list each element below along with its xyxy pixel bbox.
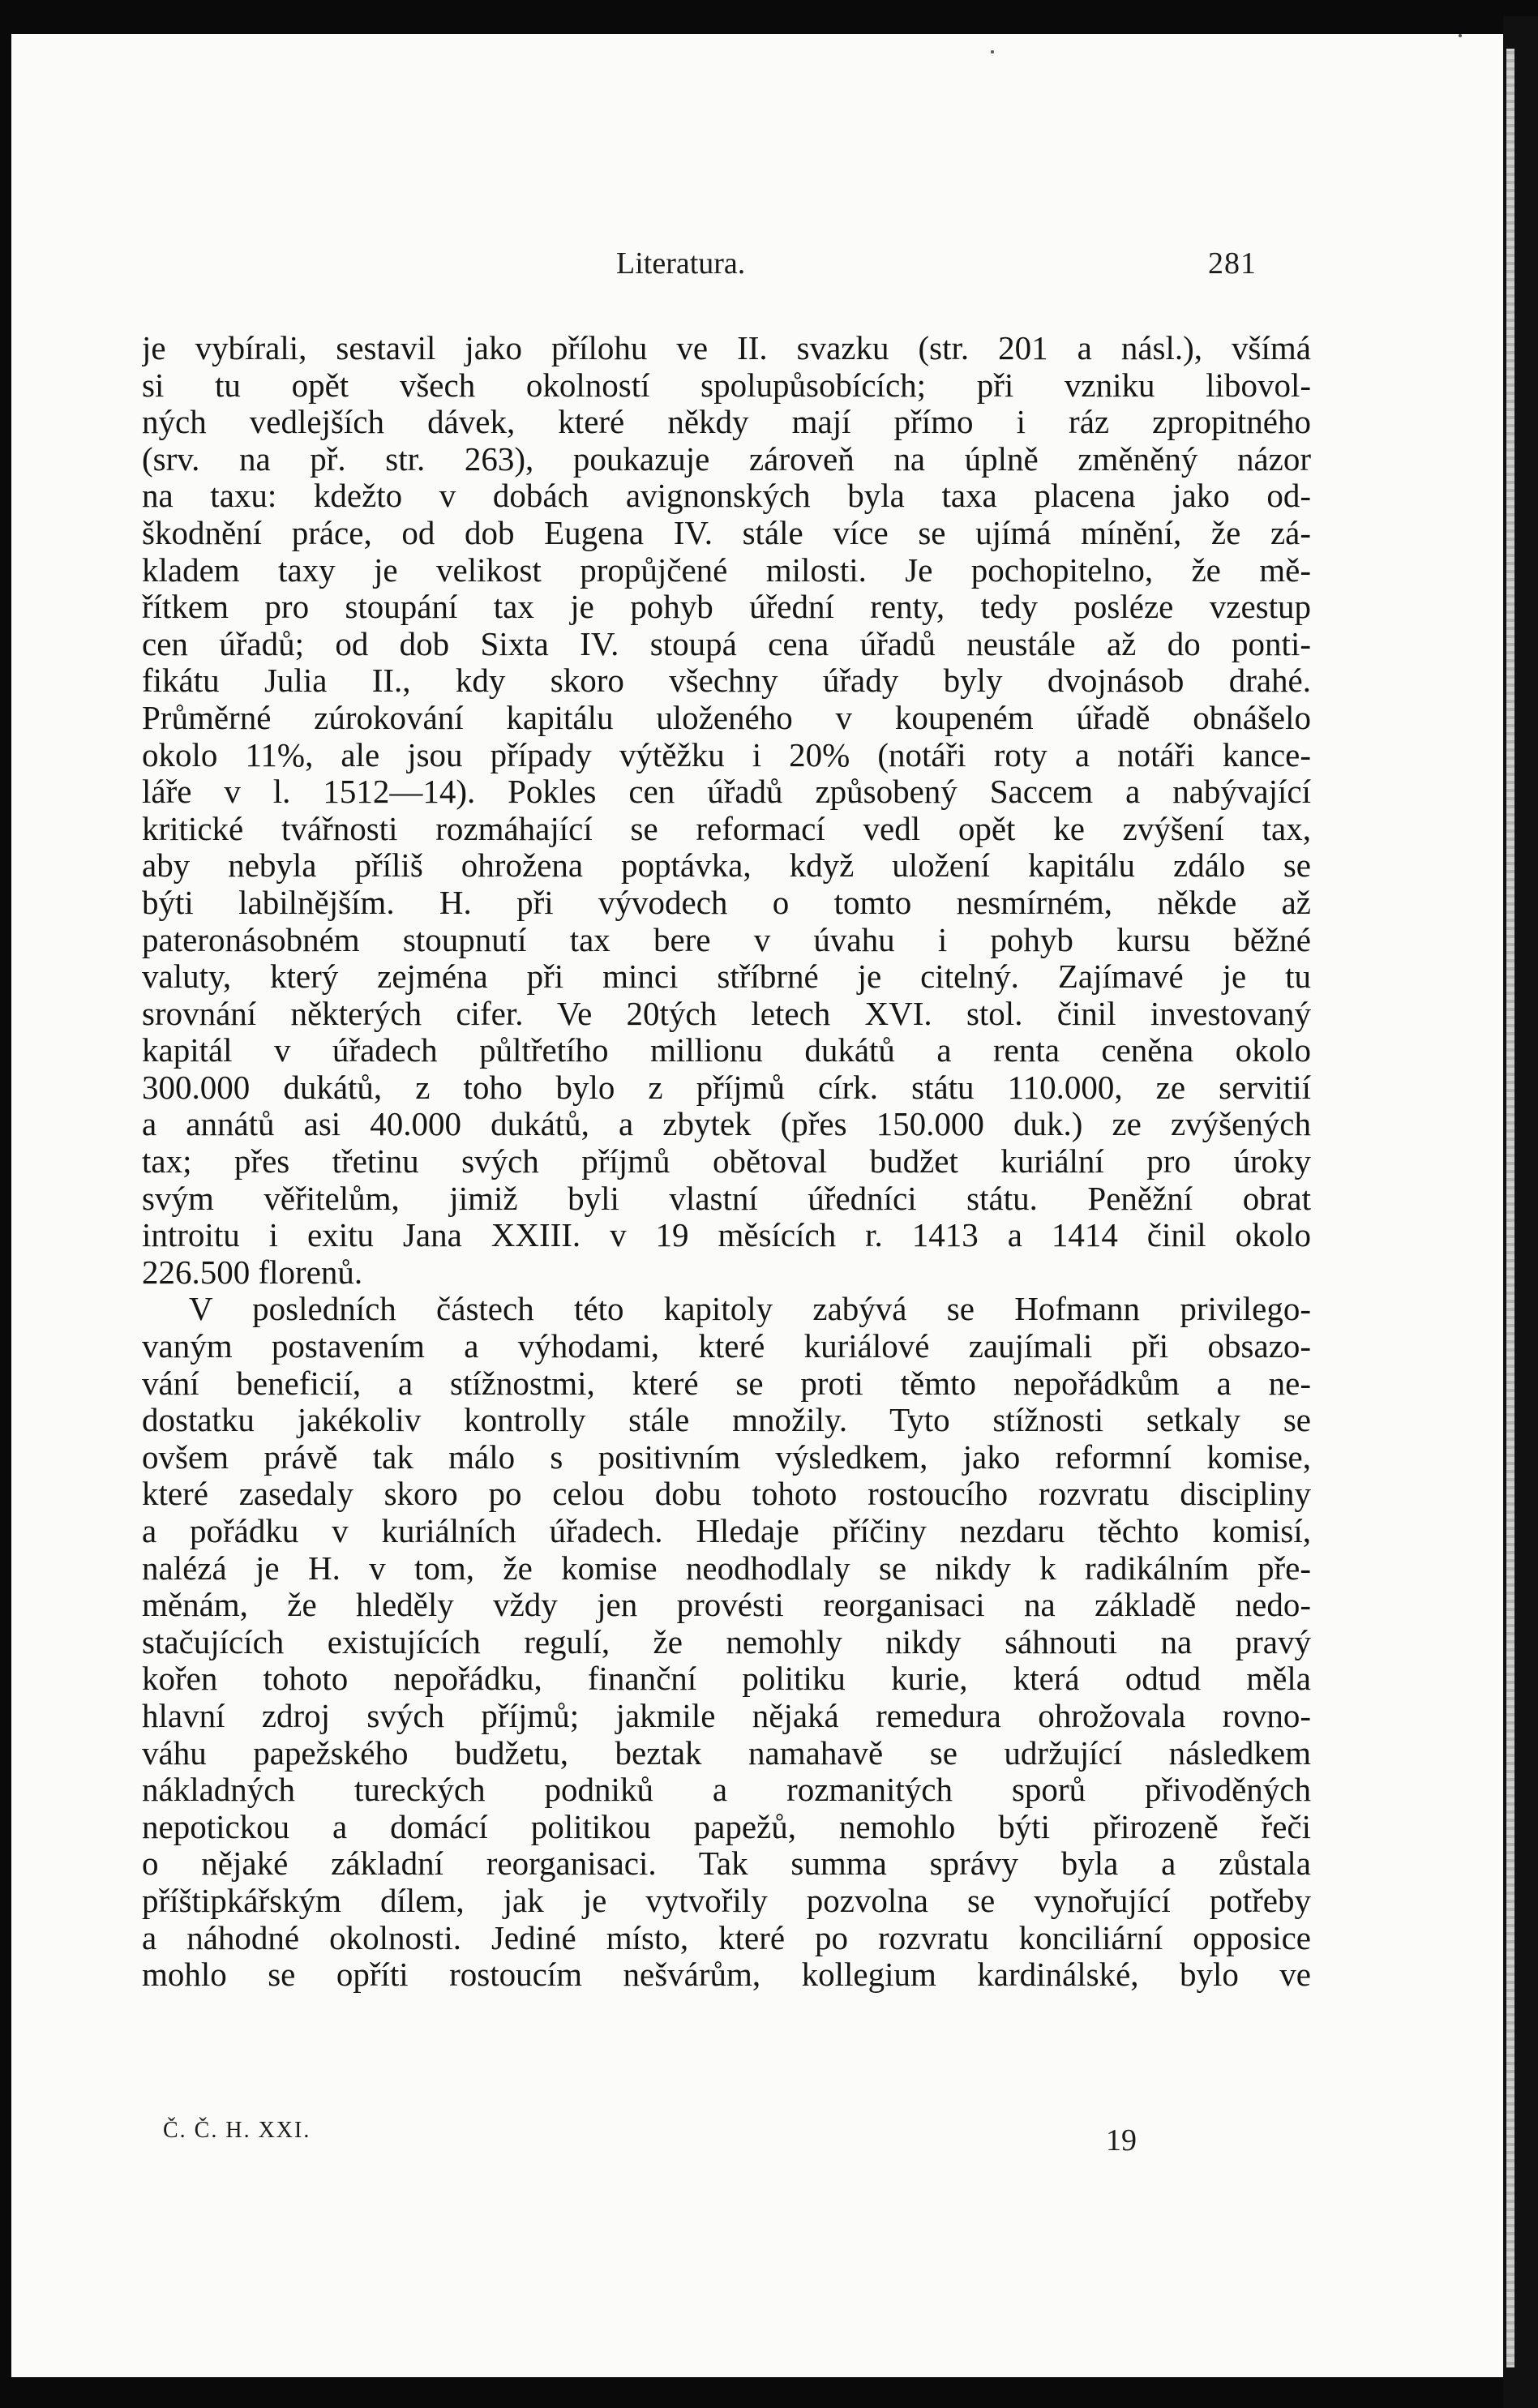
dust-speck (1459, 34, 1462, 37)
text-line: svým věřitelům, jimiž byli vlastní úředníci státu. Peněžní obrat (142, 1180, 1311, 1217)
text-line: váhu papežského budžetu, beztak namahavě se udržující následkem (142, 1734, 1311, 1772)
text-line: fikátu Julia II., kdy skoro všechny úřady byly dvojnásob drahé. (142, 662, 1311, 700)
text-line: mohlo se opříti rostoucím nešvárům, kollegium kardinálské, bylo ve (142, 1956, 1311, 1994)
text-line: láře v l. 1512—14). Pokles cen úřadů způsobený Saccem a nabývající (142, 773, 1311, 811)
text-line: valuty, který zejména při minci stříbrné je citelný. Zajímavé je tu (142, 958, 1311, 996)
text-line: cen úřadů; od dob Sixta IV. stoupá cena úřadů neustále až do ponti- (142, 625, 1311, 662)
text-line: na taxu: kdežto v dobách avignonských byla taxa placena jako od- (142, 478, 1311, 515)
text-line: okolo 11%, ale jsou případy výtěžku i 20% (notáři roty a notáři kance- (142, 736, 1311, 773)
text-line: škodnění práce, od dob Eugena IV. stále více se ujímá mínění, že zá- (142, 514, 1311, 551)
text-line: hlavní zdroj svých příjmů; jakmile nějaká remedura ohrožovala rovno- (142, 1697, 1311, 1734)
text-line: měnám, že hleděly vždy jen provésti reorganisaci na základě nedo- (142, 1587, 1311, 1624)
page-number: 281 (1208, 246, 1257, 281)
sheet-number: 19 (1106, 2123, 1137, 2157)
text-line (142, 1994, 1311, 2031)
paragraph-end-line: 226.500 florenů. (142, 1253, 363, 1291)
text-line: o nějaké základní reorganisaci. Tak summa správy byla a zůstala (142, 1845, 1311, 1883)
text-line: je vybírali, sestavil jako přílohu ve II. svazku (str. 201 a násl.), všímá (142, 330, 1311, 366)
body-text (142, 330, 1311, 2030)
running-title: Literatura. (616, 246, 746, 281)
text-line: řítkem pro stoupání tax je pohyb úřední renty, tedy posléze vzestup (142, 589, 1311, 626)
text-line: pateronásobném stoupnutí tax bere v úvahu i pohyb kursu běžné (142, 921, 1311, 958)
text-line: ných vedlejších dávek, které někdy mají přímo i ráz zpropitného (142, 404, 1311, 441)
text-line: kritické tvářnosti rozmáhající se reformací vedl opět ke zvýšení tax, (142, 810, 1311, 847)
printer-signature: Č. Č. H. XXI. (163, 2118, 311, 2143)
text-line: dostatku jakékoliv kontrolly stále množily. Tyto stížnosti setkaly se (142, 1402, 1311, 1439)
text-line: nepotickou a domácí politikou papežů, nemohlo býti přirozeně řeči (142, 1808, 1311, 1845)
page-footer (11, 2110, 1503, 2174)
paragraph-start-line: V posledních částech této kapitoly zabývá se Hofmann privilego- (189, 1291, 1311, 1328)
text-line: srovnání některých cifer. Ve 20tých letech XVI. stol. činil investovaný (142, 995, 1311, 1032)
text-line: vaným postavením a výhodami, které kuriálové zaujímali při obsazo- (142, 1328, 1311, 1365)
text-line: nalézá je H. v tom, že komise neodhodlaly se nikdy k radikálním pře- (142, 1549, 1311, 1587)
page-edge-strip (1506, 49, 1514, 2367)
text-line: kapitál v úřadech půltřetího millionu dukátů a renta ceněna okolo (142, 1032, 1311, 1069)
text-line: a annátů asi 40.000 dukátů, a zbytek (přes 150.000 duk.) ze zvýšených (142, 1106, 1311, 1143)
text-line: ovšem právě tak málo s positivním výsledkem, jako reformní komise, (142, 1438, 1311, 1476)
page-header (11, 242, 1503, 291)
text-line: tax; přes třetinu svých příjmů obětoval budžet kuriální pro úroky (142, 1143, 1311, 1180)
book-page (11, 34, 1503, 2377)
text-line: 300.000 dukátů, z toho bylo z příjmů círk. státu 110.000, ze servitií (142, 1069, 1311, 1106)
text-line: býti labilnějším. H. při vývodech o tomto nesmírném, někde až (142, 884, 1311, 921)
text-line: kladem taxy je velikost propůjčené milosti. Je pochopitelno, že mě- (142, 551, 1311, 589)
text-line: si tu opět všech okolností spolupůsobících; při vzniku libovol- (142, 366, 1311, 404)
text-line: vání beneficií, a stížnostmi, které se proti těmto nepořádkům a ne- (142, 1365, 1311, 1402)
text-line: introitu i exitu Jana XXIII. v 19 měsících r. 1413 a 1414 činil okolo (142, 1217, 1311, 1254)
text-line: a pořádku v kuriálních úřadech. Hledaje příčiny nezdaru těchto komisí, (142, 1513, 1311, 1549)
text-line: (srv. na př. str. 263), poukazuje zároveň na úplně změněný názor (142, 440, 1311, 478)
text-line: a náhodné okolnosti. Jediné místo, které po rozvratu konciliární opposice (142, 1919, 1311, 1956)
text-line: stačujících existujících regulí, že nemohly nikdy sáhnouti na pravý (142, 1623, 1311, 1660)
text-line: nákladných tureckých podniků a rozmanitých sporů přivoděných (142, 1772, 1311, 1809)
text-line: aby nebyla příliš ohrožena poptávka, když uložení kapitálu zdálo se (142, 847, 1311, 885)
text-line: příštipkářským dílem, jak je vytvořily pozvolna se vynořující potřeby (142, 1882, 1311, 1919)
text-line: Průměrné zúrokování kapitálu uloženého v koupeném úřadě obnášelo (142, 699, 1311, 736)
text-line: kořen tohoto nepořádku, finanční politiku kurie, která odtud měla (142, 1660, 1311, 1698)
dust-speck (991, 50, 994, 54)
text-line: které zasedaly skoro po celou dobu tohoto rostoucího rozvratu discipliny (142, 1476, 1311, 1513)
